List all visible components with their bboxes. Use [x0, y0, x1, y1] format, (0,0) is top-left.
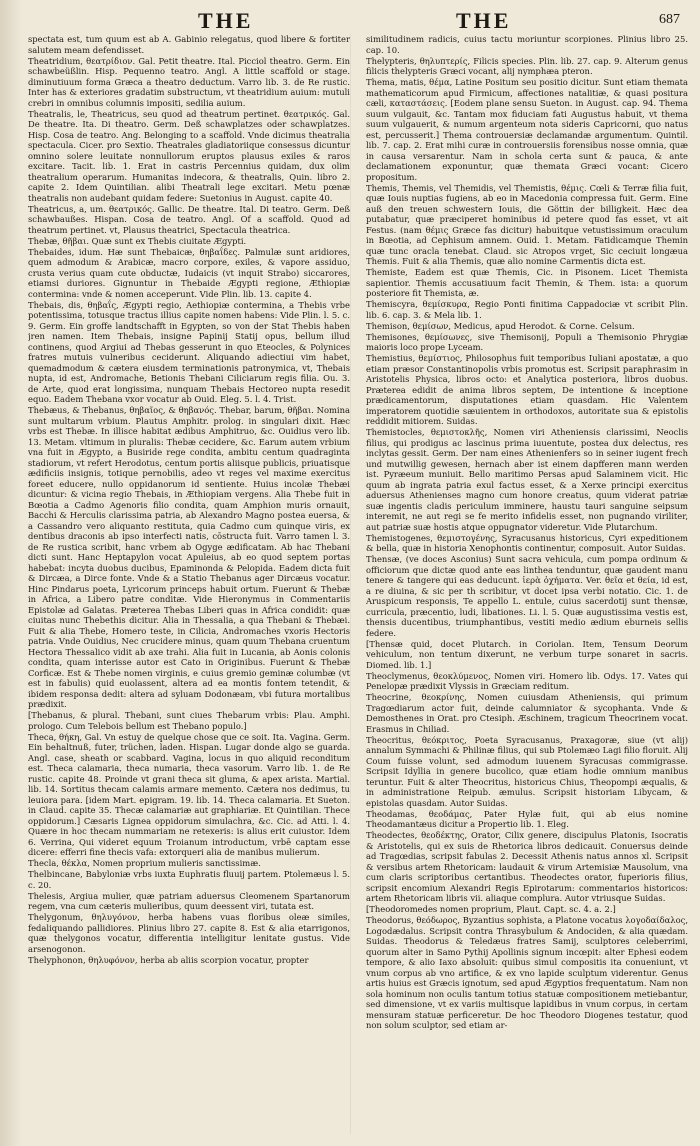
- dictionary-entry: spectata est, tum quum est ab A. Gabinio relegatus, quod libere & fortiter salutem meam defendisset.: [28, 34, 350, 55]
- dictionary-entry: Theatridium, θεατρίδιον. Gal. Petit theatre. Ital. Picciol theatro. Germ. Ein schawbeüßlin. Hisp. Pequenno teatro. Angl. A little scaffold or stage. diminutiuum forma Græca a theatro deductum. Varro lib. 3. de Re rustic. Inter has & exteriores gradatim substructum, vt theatridium auium: mutuli crebri in omnibus columnis impositi, sedilia auium.: [28, 55, 350, 108]
- running-head-right: THE: [456, 8, 512, 33]
- dictionary-entry: Thensæ, (ve doces Asconius) Sunt sacra vehicula, cum pompa ordinum & officiorum que dictæ quod ante eas linthea tenduntur, quæ gaudent manu tenere & tangere qui eas deducunt. ἱερὰ ὀχήματα. Ver. θεῖα et θεία, id est, a re diuina, & sic per th scribitur, vt docet ipsa verbi notatio. Cic. 1. de Aruspicum responsis, Te appello L. entule, cuius sacerdotij sunt thensæ, curricula, præcentio, ludi, libationes. Li. l. 5. Quæ augustissima vestis est, thensis ducentibus, triumphantibus, vestiti medio ædium eburneis sellis federe.: [366, 554, 688, 638]
- left-column: [28, 34, 350, 1140]
- dictionary-entry: Themison, θεμίσων, Medicus, apud Herodot. & Corne. Celsum.: [366, 320, 635, 331]
- dictionary-entry: Theatricus, a, um. θεατρικός. Gallic. De theatre. Ital. Di teatro. Germ. Deß schawbaußes. Hispan. Cosa de teatro. Angl. Of a scaffold. Quod ad theatrum pertinet. vt, Plausus theatrici, Spectacula theatrica.: [28, 203, 350, 235]
- dictionary-entry: Theodorus, θεόδωρος, Byzantius sophista, a Platone vocatus λογοδαίδαλος, Logodædalus. Scripsit contra Thrasybulum & Andociden, & alia quædam. Suidas. Theodorus & Teledæus fratres Samij, sculptores celeberrimi, quorum alter in Samo Pythij Apollinis signum incœpit: alter Ephesi eodem tempore, & alio Iaxo absoluit: quibus simul compositis ita conueniunt, vt vnum corpus ab vno artifice, & ex vno lapide sculptum viderentur. Genus artis huius est Græcis ignotum, sed apud Ægyptios frequentatum. Nam non sola hominum non oculis tantum totius statuæ compositionem metiebantur, sed dimensione, vt ex variis multisque lapidibus in vnum corpus, in certam mensuram statuæ perficeretur. De hoc Theodoro Diogenes testatur, quod non solum sculptor, sed etiam ar-: [366, 915, 688, 1030]
- dictionary-entry: Thelbincane, Babyloniæ vrbs iuxta Euphratis fluuij partem. Ptolemæus l. 5. c. 20.: [28, 869, 350, 890]
- dictionary-entry: Themistogenes, θεμιστογένης, Syracusanus historicus, Cyri expeditionem & bella, quæ in historia Xenophontis continentur, composuit. Autor Suidas.: [366, 532, 688, 553]
- binding-shadow: [0, 0, 22, 1146]
- dictionary-entry: Thelyphonon, θηλυφόνον, herba ab aliis scorpion vocatur, propter: [28, 954, 309, 965]
- right-column: [366, 34, 688, 1140]
- dictionary-entry: Thebæus, & Thebanus, θηβαῖος, & θηβανός. Thebar, barum, θῆβαι. Nomina sunt multarum vrbium. Plautus Amphitr. prolog. in singulari dixit. Hæc vrbs est Thebæ. In illisce habitat ædibus Amphitruo, &c. Ouidius vero lib. 13. Metam. vltimum in pluralis: Thebæ cecidere, &c. Earum autem vrbium vna fuit in Ægypto, a Busiride rege condita, ambitu centum quadraginta stadiorum, vt refert Herodotus, centum portis aliisque publicis, priuatisque ædificiis insignis, totique pernobilis, adeo vt reges vel maxime exercitus foreet educere, nullo oppidanorum id sentiente. Huius incolæ Thebæi dicuntur: & vicina regio Thebais, in Æthiopiam vergens. Alia Thebe fuit in Bœotia a Cadmo Agenoris filio condita, quam Amphion muris ornauit, Bacchi & Herculis clarissima patria, ab Alexandro Magno postea euersa, & a Cassandro vero aliquanto restituta, quia Cadmo cum quinque viris, ex dentibus draconis ab ipso interfecti natis, cōstructa fuit. Varro tamen l. 3. de Re rustica scribit, hanc vrbem ab Ogyge ædificatam. Ab hac Thebani dicti sunt. Hanc Heptapylon vocat Apuleius, ab eo quod septem portas habebat: incyta duobus ducibus, Epaminonda & Pelopida. Eadem dicta fuit & Dircæa, a Dirce fonte. Vnde & a Statio Thebanus ager Dircæus vocatur. Hinc Pindarus poeta, Lyricorum princeps habuit ortum. Fuerunt & Thebæ in Africa, a Libero patre conditæ. Vide Hieronymus in Commentariis Epistolæ ad Galatas. Præterea Thebas Liberi quas in Africa condidit: quæ ciuitas nunc Thebethis dicitur. Alia in Thessalia, a qua Thebani & Thebæi. Fuit & alia Thebe, Homero teste, in Cilicia, Andromaches vxoris Hectoris patria. Vnde Ouidius, Nec crucidere minus, quam quum Thebana cruentum Hectora Thessalico vidit ab axe trahi. Alia fuit in Lucania, ab Aonis colonis condita, quam interisse autor est Cato in Originibus. Fuerunt & Thebæ Corficæ. Est & Thebe nomen virginis, e cuius gremio geminæ columbæ (vt est in fabulis) quid euolassent, altera ad ea montis fontem tetendit, & ibidem responsa dedit: altera ad syluam Dodonæam, vbi futura mortalibus prædixit.: [28, 405, 350, 709]
- dictionary-entry: Theocrine, θεοκρίνης, Nomen cuiusdam Atheniensis, qui primum Tragœdiarum actor fuit, deinde calumniator & sycophanta. Vnde & Demosthenes in Orat. pro Ctesiph. Æschinem, tragicum Theocrinem vocat. Erasmus in Chiliad.: [366, 692, 688, 734]
- dictionary-entry: Thebæ, θῆβαι. Quæ sunt ex Thebis ciuitate Ægypti.: [28, 235, 247, 246]
- dictionary-entry: Themistocles, θεμιστοκλῆς, Nomen viri Atheniensis clarissimi, Neoclis filius, qui prodigus ac lascinus prima iuuentute, postea dux delectus, res inclytas gessit. Germ. Der nam eines Athenienfers so in seiner iugent frech und mutwillig gewesen, hernach aber ist einem dapfferen mann werden ist. Pyræeum muniuit. Bello maritimo Persas apud Salaminem vicit. Hic quum ab ingrata patria exul factus esset, & a Xerxe principi exercitus aduersus Athenienses magno cum honore creatus, quum viderat patriæ suæ ingentis cladis periculum imminere, haustu tauri sanguine seipsum interemit, ne aut regi se fe merito infidelis esset, non pugnando viriliter, aut patriæ suæ hostis atque oppugnator videretur. Vide Plutarchum.: [366, 427, 688, 532]
- dictionary-entry: Thelypteris, θηλυπτερίς, Filicis species. Plin. lib. 27. cap. 9. Alterum genus filicis thelypteris Græci vocant, alij nymphæa pteron.: [366, 55, 688, 76]
- dictionary-entry: Theodamas, θεοδάμας, Pater Hylæ fuit, qui ab eius nomine Theodamantæus dicitur a Propertio lib. 1. Eleg.: [366, 808, 688, 829]
- dictionary-entry: [Theodoromedes nomen proprium, Plaut. Capt. sc. 4. a. 2.]: [366, 904, 616, 914]
- dictionary-entry: Theodectes, θεοδέκτης, Orator, Cilix genere, discipulus Platonis, Isocratis & Aristotelis, qui ex suis de Rhetorica libros dedicauit. Conuersus deinde ad Tragœdias, scripsit fabulas 2. Decessit Athenis natus annos xl. Scripsit & versibus artem Rhetoricam: laudauit & virum Artemisiæ Mausolum, vna cum claris scriptoribus certantibus. Theodectes orator, fuperioris filius, scripsit encomium Alexandri Regis Epirotarum: commentarios historicos: artem Rhetoricam libris vii. aliaque complura. Autor vtriusque Suidas.: [366, 830, 688, 903]
- dictionary-entry: Themistius, θεμίστιος, Philosophus fuit temporibus Iuliani apostatæ, a quo etiam præsor Constantinopolis vrbis promotus est. Scripsit paraphrasim in Aristotelis Physica, libros octo: et Analytica posteriora, libros duobus. Præterea edidit de anima libros septem, De intentione & inceptione prædicamentorum, disputationes etiam quasdam. Hic Valentem imperatorem quotidie sæuientem in orthodoxos, autoritate sua & epistolis reddidit mitiorem. Suidas.: [366, 353, 688, 426]
- dictionary-entry: [Thebanus, & plural. Thebani, sunt ciues Thebarum vrbis: Plau. Amphi. prologo. Cum Telebois bellum est Thebano populo.]: [28, 710, 350, 731]
- dictionary-entry: Theatralis, le, Theatricus, seu quod ad theatrum pertinet. θεατρικός. Gal. De theatre. Ita. Di theatro. Germ. Deß schawplatzes oder schawplatzes. Hisp. Cosa de teatro. Ang. Belonging to a scaffold. Vnde dicimus theatralia spectacula. Cicer. pro Sextio. Theatrales gladiatoriique consessus dicuntur omnino solere leuitate nonnullorum eruptos plausus exiles & raros excitare. Tacit. lib. 1. Erat in castris Percennius quidam, dux olim theatralium operarum. Humanitas indecora, & theatralis, Quin. libro 2. capite 2. Idem Quintilian. alibi Theatrali lege excitari. Metu pœnæ theatralis non audebant quidam federe: Suetonius in August. capite 40.: [28, 108, 350, 203]
- dictionary-entry: Theocritus, θεόκριτος, Poeta Syracusanus, Praxagoræ, siue (vt alij) annalum Symmachi & Philinæ filius, qui sub Ptolemæo Lagi filio floruit. Alij Coum fuisse volunt, sed admodum iuuenem Syracusas commigrasse. Scripsit Idyllia in genere bucolico, quæ etiam hodie omnium manibus teruntur. Fuit & alter Theocritus, historicus Chius, Theopompi æqualis, & in administratione Reipub. æmulus. Scripsit historiam Libycam, & epistolas quasdam. Autor Suidas.: [366, 734, 688, 808]
- dictionary-entry: Theoclymenus, θεοκλύμενος, Nomen viri. Homero lib. Odys. 17. Vates qui Penelopæ prædixit Vlyssis in Græciam reditum.: [366, 670, 688, 691]
- page-header: [28, 8, 688, 34]
- dictionary-entry: Themis, Themis, vel Themidis, vel Themistis, θέμις. Cœli & Terræ filia fuit, quæ Iouis nuptias fugiens, ab eo in Macedonia compressa fuit. Germ. Eine auß den treuen schwestern Iouis, die Göttin der billigkeit. Hæc dea putabatur, quæ præciperet hominibus id petere quod fas esset, vt ait Festus. (nam θέμις Græce fas dicitur) habuitque vetustissimum oraculum in Bœotia, ad Cephisum amnem. Ouid. 1. Metam. Fatidicamque Themin quæ tunc oracla tenebat. Claud. sic Atropos vrget, Sic ceciuit longæua Themis. Fuit & alia Themis, quæ alio nomine Carmentis dicta est.: [366, 182, 688, 266]
- page-number: 687: [659, 12, 680, 27]
- dictionary-entry: Thebaides, idum. Hæ sunt Thebaicæ, θηβαΐδες. Palmulæ sunt aridiores, quem admodum & Arabicæ, macro corpore, exiles, & vapore assiduo, crusta verius quam cute obductæ, Iudaicis (vt inquit Strabo) siccarores, etiamsi duriores. Gignuntur in Thebaide Ægypti regione, Æthiopiæ contermina: vnde & nomen acceperunt. Vide Plin. lib. 13. capite 4.: [28, 246, 350, 299]
- dictionary-entry: Thebais, dis, θηβαΐς, Ægypti regio, Aethiopiæ contermina, a Thebis vrbe potentissima, totusque tractus illius capite nomen habens: Vide Plin. l. 5. c. 9. Germ. Ein groffe landtschafft in Egypten, so von der Stat Thebis haben jren namen. Item Thebais, insigne Papinij Statij opus, bellum illud continens, quod Argiui ad Thebas gesserunt in quo Eteocles, & Polynices fratres mutuis vulneribus ceciderunt. Aliquando adiectiui vim habet, quemadmodum & cætera eiusdem terminationis patronymica, vt, Thebais nupta, id est, Andromache, Betionis Thebani Ciliciarum regis filia. Ou. 3. de Arte, quod erat longissima, nunquam Thebais Hectoreo nupta resedit equo. Eadem Thebana vxor vocatur ab Ouid. Eleg. 5. l. 4. Trist.: [28, 299, 350, 404]
- dictionary-entry: Thema, matis, θέμα, Latine Positum seu positio dicitur. Sunt etiam themata mathematicorum apud Firmicum, affectiones natalitiæ, & quasi positura cæli, καταστάσεις. [Eodem plane sensu Sueton. in August. cap. 94. Thema suum vulgauit, &c. Tantam mox fiduciam fati Augustus habuit, vt thema suum vulgauerit, & numum argenteum nota sideris Capricorni, quo natus est, percusserit.] Thema controuersiæ declamandæ argumentum. Quintil. lib. 7. cap. 2. Erat mihi curæ in controuersiis forensibus nosse omnia, quæ in causa versarentur. Nam in schola certa sunt & pauca, & ante declamationem exponuntur, quæ themata Græci vocant: Cicero propositum.: [366, 77, 688, 182]
- dictionary-entry: Themiscyra, θεμίσκυρα, Regio Ponti finitima Cappadociæ vt scribit Plin. lib. 6. cap. 3. & Mela lib. 1.: [366, 299, 688, 320]
- column-gutter: [350, 34, 351, 1134]
- text-columns: [28, 34, 688, 1140]
- dictionary-entry: Themisones, θεμίσωνες, sive Themisonij, Populi a Themisonio Phrygiæ maioris loco prope Lyceam.: [366, 331, 688, 352]
- dictionary-entry: Themiste, Eadem est quæ Themis, Cic. in Pisonem. Licet Themista sapientior. Themis accusatiuum facit Themin, & Them. ista: a quorum posteriore fit Themista, æ.: [366, 267, 688, 298]
- dictionary-entry: [Thensæ quid, docet Plutarch. in Coriolan. Item, Tensum Deorum vehiculum, non tentum dixerunt, ne verbum turpe sonaret in sacris. Diomed. lib. 1.]: [366, 638, 688, 670]
- dictionary-entry: Thecla, θέκλα, Nomen proprium mulieris sanctissimæ.: [28, 858, 261, 868]
- dictionary-entry: Theca, θήκη, Gal. Vn estuy de quelque chose que ce soit. Ita. Vagina. Germ. Ein behaltnuß, futer, trüchen, laden. Hispan. Lugar donde algo se guarda. Angl. case, sheath or scabbard. Vagina, locus in quo aliquid reconditum est. Theca calamaria, theca numaria, theca vasorum. Varro lib. 1. de Re rustic. capite 48. Proinde vt grani theca sit gluma, & apex arista. Martial. lib. 14. Sortitus thecam calamis armare memento. Cætera nos dedimus, tu leuiora para. [idem Mart. epigram. 19. lib. 14. Theca calamaria. Et Sueton. in Claud. capite 35. Thecæ calamariæ aut graphiariæ. Et Quintilian. Thece oppidorum.] Cæsaris Lignea oppidorum simulachra, &c. Cic. ad Atti. l. 4. Quære in hoc thecam nummariam ne retexeris: is alius erit cuiustor. Idem 6. Verrina, Qui videret equum Troianum introductum, vrbē captam esse dicere: efferri fine thecis vafa: extorqueri alia de manibus mulierum.: [28, 731, 350, 857]
- dictionary-entry: similitudinem radicis, cuius tactu moriuntur scorpiones. Plinius libro 25. cap. 10.: [366, 34, 688, 55]
- dictionary-entry: Thelygonum, θηλυγόνον, herba habens vuas floribus oleæ similes, fedaliquando pallidiores. Plinius libro 27. capite 8. Est & alia etarrigonos, quæ thelygonos vocatur, differentia intelligitur lenitate gustus. Vide arsenogonon.: [28, 912, 350, 954]
- dictionary-entry: Thelesis, Argiua mulier, quæ patriam aduersus Cleomenem Spartanorum regem, vna cum cæteris mulieribus, quum deessent viri, tutata est.: [28, 890, 350, 911]
- running-head-left: THE: [198, 8, 254, 33]
